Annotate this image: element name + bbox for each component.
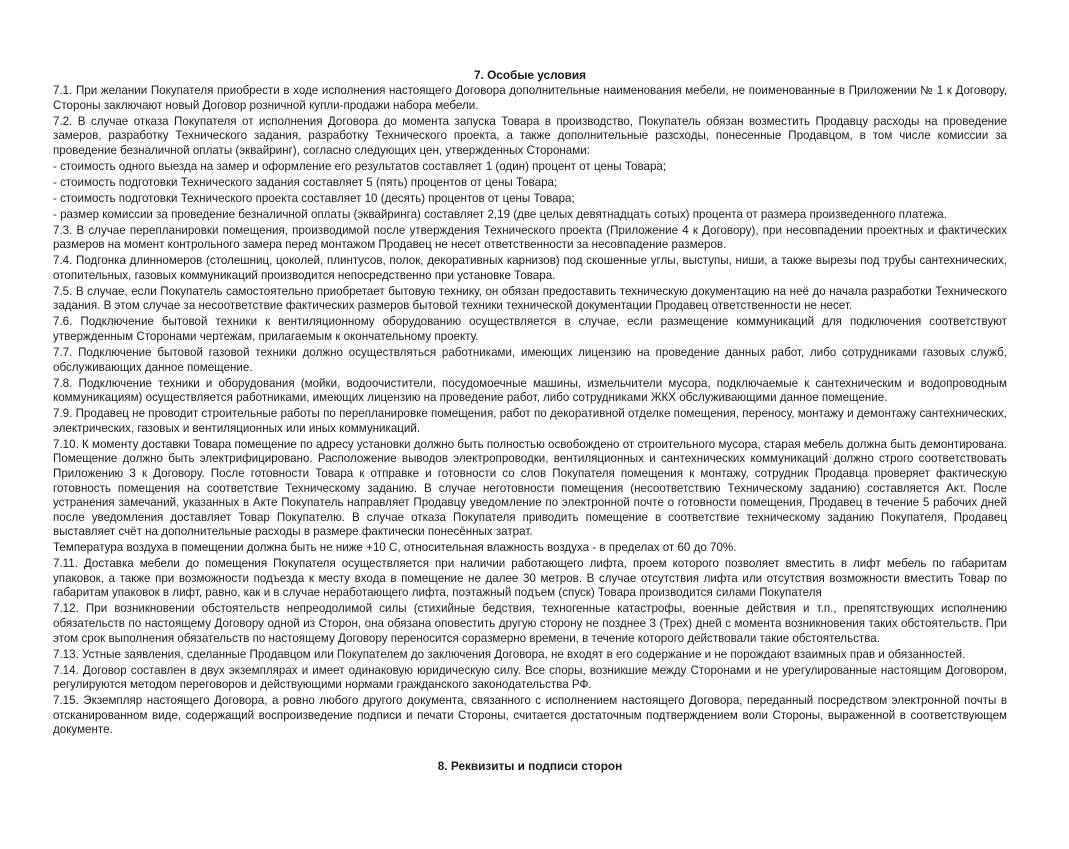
clause-7-2-bullet: - стоимость одного выезда на замер и оформление его результатов составляет 1 (один) процент от цены Товара;: [53, 159, 667, 173]
section-7-title: 7. Особые условия: [473, 68, 587, 82]
clause-7-7: 7.7. Подключение бытовой газовой техники должно осуществляться работниками, имеющих лицензию на проведение данных работ, либо сотрудниками газовых служб, обслуживающих данное помещение.: [53, 346, 1007, 374]
section-8-title: 8. Реквизиты и подписи сторон: [437, 759, 623, 774]
clause-7-4: 7.4. Подгонка длинномеров (столешниц, цоколей, плинтусов, полок, декоративных карнизов) под скошенные углы, выступы, ниши, а также вырезы под трубы сантехнических, отопительных, газовых коммуникаций производится непосредственно при установке Товара.: [53, 254, 1007, 282]
clause-7-6: 7.6. Подключение бытовой техники к вентиляционному оборудованию осуществляется в случае, если размещение коммуникаций для подключения соответствуют утвержденным Сторонами чертежам, прилагаемым к окончательному проекту.: [53, 315, 1007, 344]
clause-7-15: 7.15. Экземпляр настоящего Договора, а ровно любого другого документа, связанного с исполнением настоящего Договора, переданный посредством электронной почты в отсканированном виде, содержащий воспроизведение подписи и печати Стороны, считается достаточным подтверждением воли Стороны, выраженной в соответствующем документе.: [53, 694, 1007, 737]
clause-7-3: 7.3. В случае перепланировки помещения, производимой после утверждения Технического проекта (Приложение 4 к Договору), при несовпадении проектных и фактических размеров на момент контрольного замера перед монтажом Продавец не несет ответственности за несовпадение размеров.: [53, 223, 1007, 252]
clause-7-12: 7.12. При возникновении обстоятельств непреодолимой силы (стихийные бедствия, техногенные катастрофы, военные действия и т.п., препятствующих исполнению обязательств по настоящему Договору одной из Сторон, она обязана оповестить другую сторону не позднее 3 (Трех) дней с момента возникновения таких обстоятельств. При этом срок выполнения обязательств по настоящему Договору переносится соразмерно времени, в течение которого действовали такие обстоятельства.: [53, 602, 1007, 645]
clause-7-8: 7.8. Подключение техники и оборудования (мойки, водоочистители, посудомоечные машины, измельчители мусора, подключаемые к сантехническим и водопроводным коммуникациям) осуществляется работниками, имеющих лицензию на проведение работ, либо сотрудниками ЖКХ обслуживающими данное помещение.: [53, 376, 1007, 405]
clause-7-11: 7.11. Доставка мебели до помещения Покупателя осуществляется при наличии работающего лифта, проем которого позволяет вместить в лифт мебель по габаритам упаковок, а также при возможности подъезда к месту входа в помещение не далее 30 метров. В случае отсутствия лифта или отсутствия возможности вместить Товар по габаритам упаковок в лифт, равно, как и в случае неработающего лифта, поэтажный подъем (спуск) Товара производится силами Покупателя: [53, 557, 1007, 600]
document-page: [53, 68, 1007, 775]
clause-7-10: 7.10. К моменту доставки Товара помещение по адресу установки должно быть полностью освобождено от строительного мусора, старая мебель должна быть демонтирована. Помещение должно быть электрифицировано. Расположение выводов электропроводки, вентиляционных и сантехнических коммуникаций должно строго соответствовать Приложению 3 к Договору. После готовности Товара к отправке и готовности со слов Покупателя помещения к монтажу, сотрудник Продавца проверяет фактическую готовность помещения на соответствие Техническому заданию. В случае неготовности помещения (несоответствию Техническому заданию) составляется Акт. После устранения замечаний, указанных в Акте Покупатель направляет Продавцу уведомление по электронной почте о готовности помещения, Продавец в течение 5 рабочих дней после уведомления доставляет Товар Покупателю. В случае отказа Покупателя приводить помещение в соответствие техническому заданию Покупателя, Продавец выставляет счёт на дополнительные расходы в размере фактически понесённых затрат.: [53, 437, 1008, 539]
clause-7-1: 7.1. При желании Покупателя приобрести в ходе исполнения настоящего Договора дополнительные наименования мебели, не поименованные в Приложении № 1 к Договору, Стороны заключают новый Договор розничной купли-продажи набора мебели.: [53, 84, 1007, 112]
clause-7-10-temperature: Температура воздуха в помещении должна быть не ниже +10 С, относительная влажность воздуха - в пределах от 60 до 70%.: [53, 541, 737, 555]
clause-7-13: 7.13. Устные заявления, сделанные Продавцом или Покупателем до заключения Договора, не входят в его содержание и не порождают взаимных прав и обязанностей.: [53, 647, 966, 661]
clause-7-14: 7.14. Договор составлен в двух экземплярах и имеет одинаковую юридическую силу. Все споры, возникшие между Сторонами и не урегулированные настоящим Договором, регулируются методом переговоров и действующими нормами гражданского законодательства РФ.: [53, 663, 1007, 692]
clause-7-2: 7.2. В случае отказа Покупателя от исполнения Договора до момента запуска Товара в производство, Покупатель обязан возместить Продавцу расходы на проведение замеров, разработку Технического задания, разработку Технического проекта, а также дополнительные разсходы, понесенные Продавцом, в том числе комиссии за проведение безналичной оплаты (эквайринг), согласно следующих цен, утвержденных Сторонами:: [53, 114, 1007, 157]
clause-7-2-bullet: - стоимость подготовки Технического проекта составляет 10 (десять) процентов от цены Товара;: [53, 191, 575, 205]
clause-7-2-bullet: - размер комиссии за проведение безналичной оплаты (эквайринга) составляет 2,19 (две целых девятнадцать сотых) процента от размера произведенного платежа.: [53, 207, 947, 221]
clause-7-9: 7.9. Продавец не проводит строительные работы по перепланировке помещения, работ по декоративной отделке помещения, переносу, монтажу и демонтажу сантехнических, электрических, газовых и вентиляционных или иных коммуникаций.: [53, 407, 1007, 435]
clause-7-2-bullet: - стоимость подготовки Технического задания составляет 5 (пять) процентов от цены Товара;: [53, 175, 558, 189]
section-spacer: [53, 739, 1007, 759]
clause-7-5: 7.5. В случае, если Покупатель самостоятельно приобретает бытовую технику, он обязан предоставить техническую документацию на неё до начала разработки Технического задания. В этом случае за несоответствие фактических размеров бытовой техники технической документации Продавец ответственности не несет.: [53, 284, 1007, 313]
